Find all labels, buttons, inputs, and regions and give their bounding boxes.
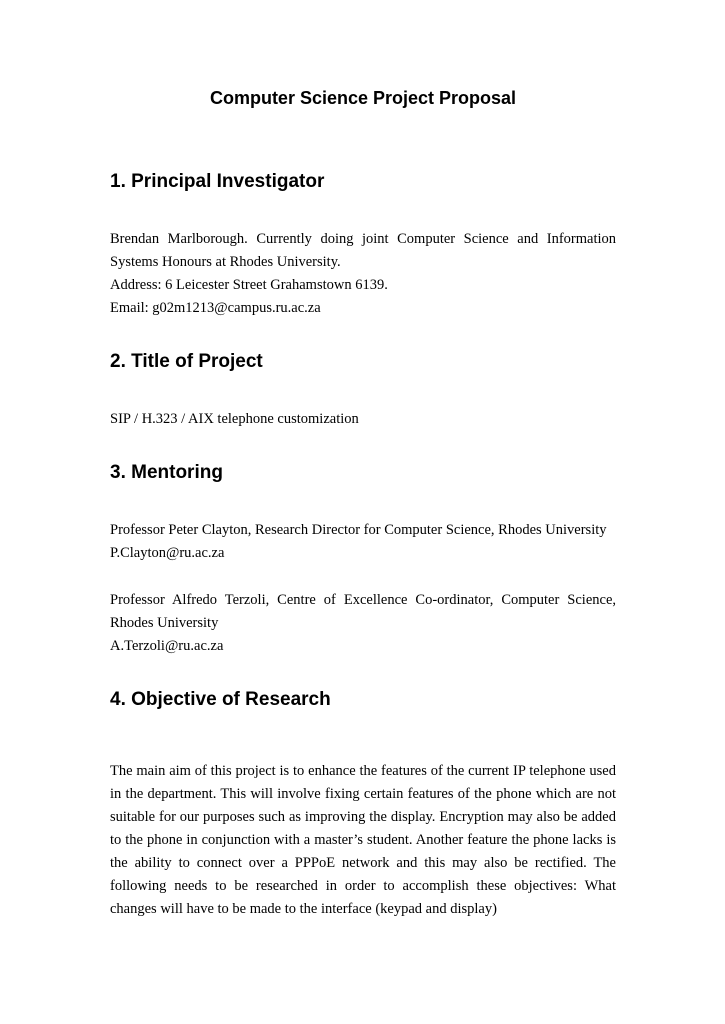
mentor-1-email: P.Clayton@ru.ac.za: [110, 545, 225, 561]
section-objective-of-research: [110, 688, 616, 921]
section-3-heading: 3. Mentoring: [110, 462, 223, 483]
document-title: Computer Science Project Proposal: [209, 88, 517, 108]
mentor-2-description: Professor Alfredo Terzoli, Centre of Excellence Co-ordinator, Computer Science, Rhodes University: [110, 592, 616, 631]
section-title-of-project: [110, 350, 616, 431]
principal-investigator-email: Email: g02m1213@campus.ru.ac.za: [110, 300, 321, 316]
section-principal-investigator: [110, 170, 616, 320]
objective-paragraph: The main aim of this project is to enhance the features of the current IP telephone used in the department. This will involve fixing certain features of the phone which are not suitable for our purposes such as improving the display. Encryption may also be added to the phone in conjunction with a master’s student. Another feature the phone lacks is the ability to connect over a PPPoE network and this may also be rectified. The following needs to be researched in order to accomplish these objectives: What changes will have to be made to the interface (keypad and display): [110, 763, 616, 917]
mentor-1-description: Professor Peter Clayton, Research Director for Computer Science, Rhodes University: [110, 522, 607, 538]
principal-investigator-description: Brendan Marlborough. Currently doing joint Computer Science and Information Systems Honours at Rhodes University.: [110, 231, 616, 270]
section-2-heading: 2. Title of Project: [110, 351, 263, 372]
section-4-heading: 4. Objective of Research: [110, 689, 331, 710]
section-mentoring: [110, 461, 616, 658]
mentor-2-email: A.Terzoli@ru.ac.za: [110, 638, 224, 654]
project-title-text: SIP / H.323 / AIX telephone customization: [110, 411, 359, 427]
section-1-heading: 1. Principal Investigator: [110, 171, 325, 192]
principal-investigator-address: Address: 6 Leicester Street Grahamstown 6139.: [110, 277, 388, 293]
